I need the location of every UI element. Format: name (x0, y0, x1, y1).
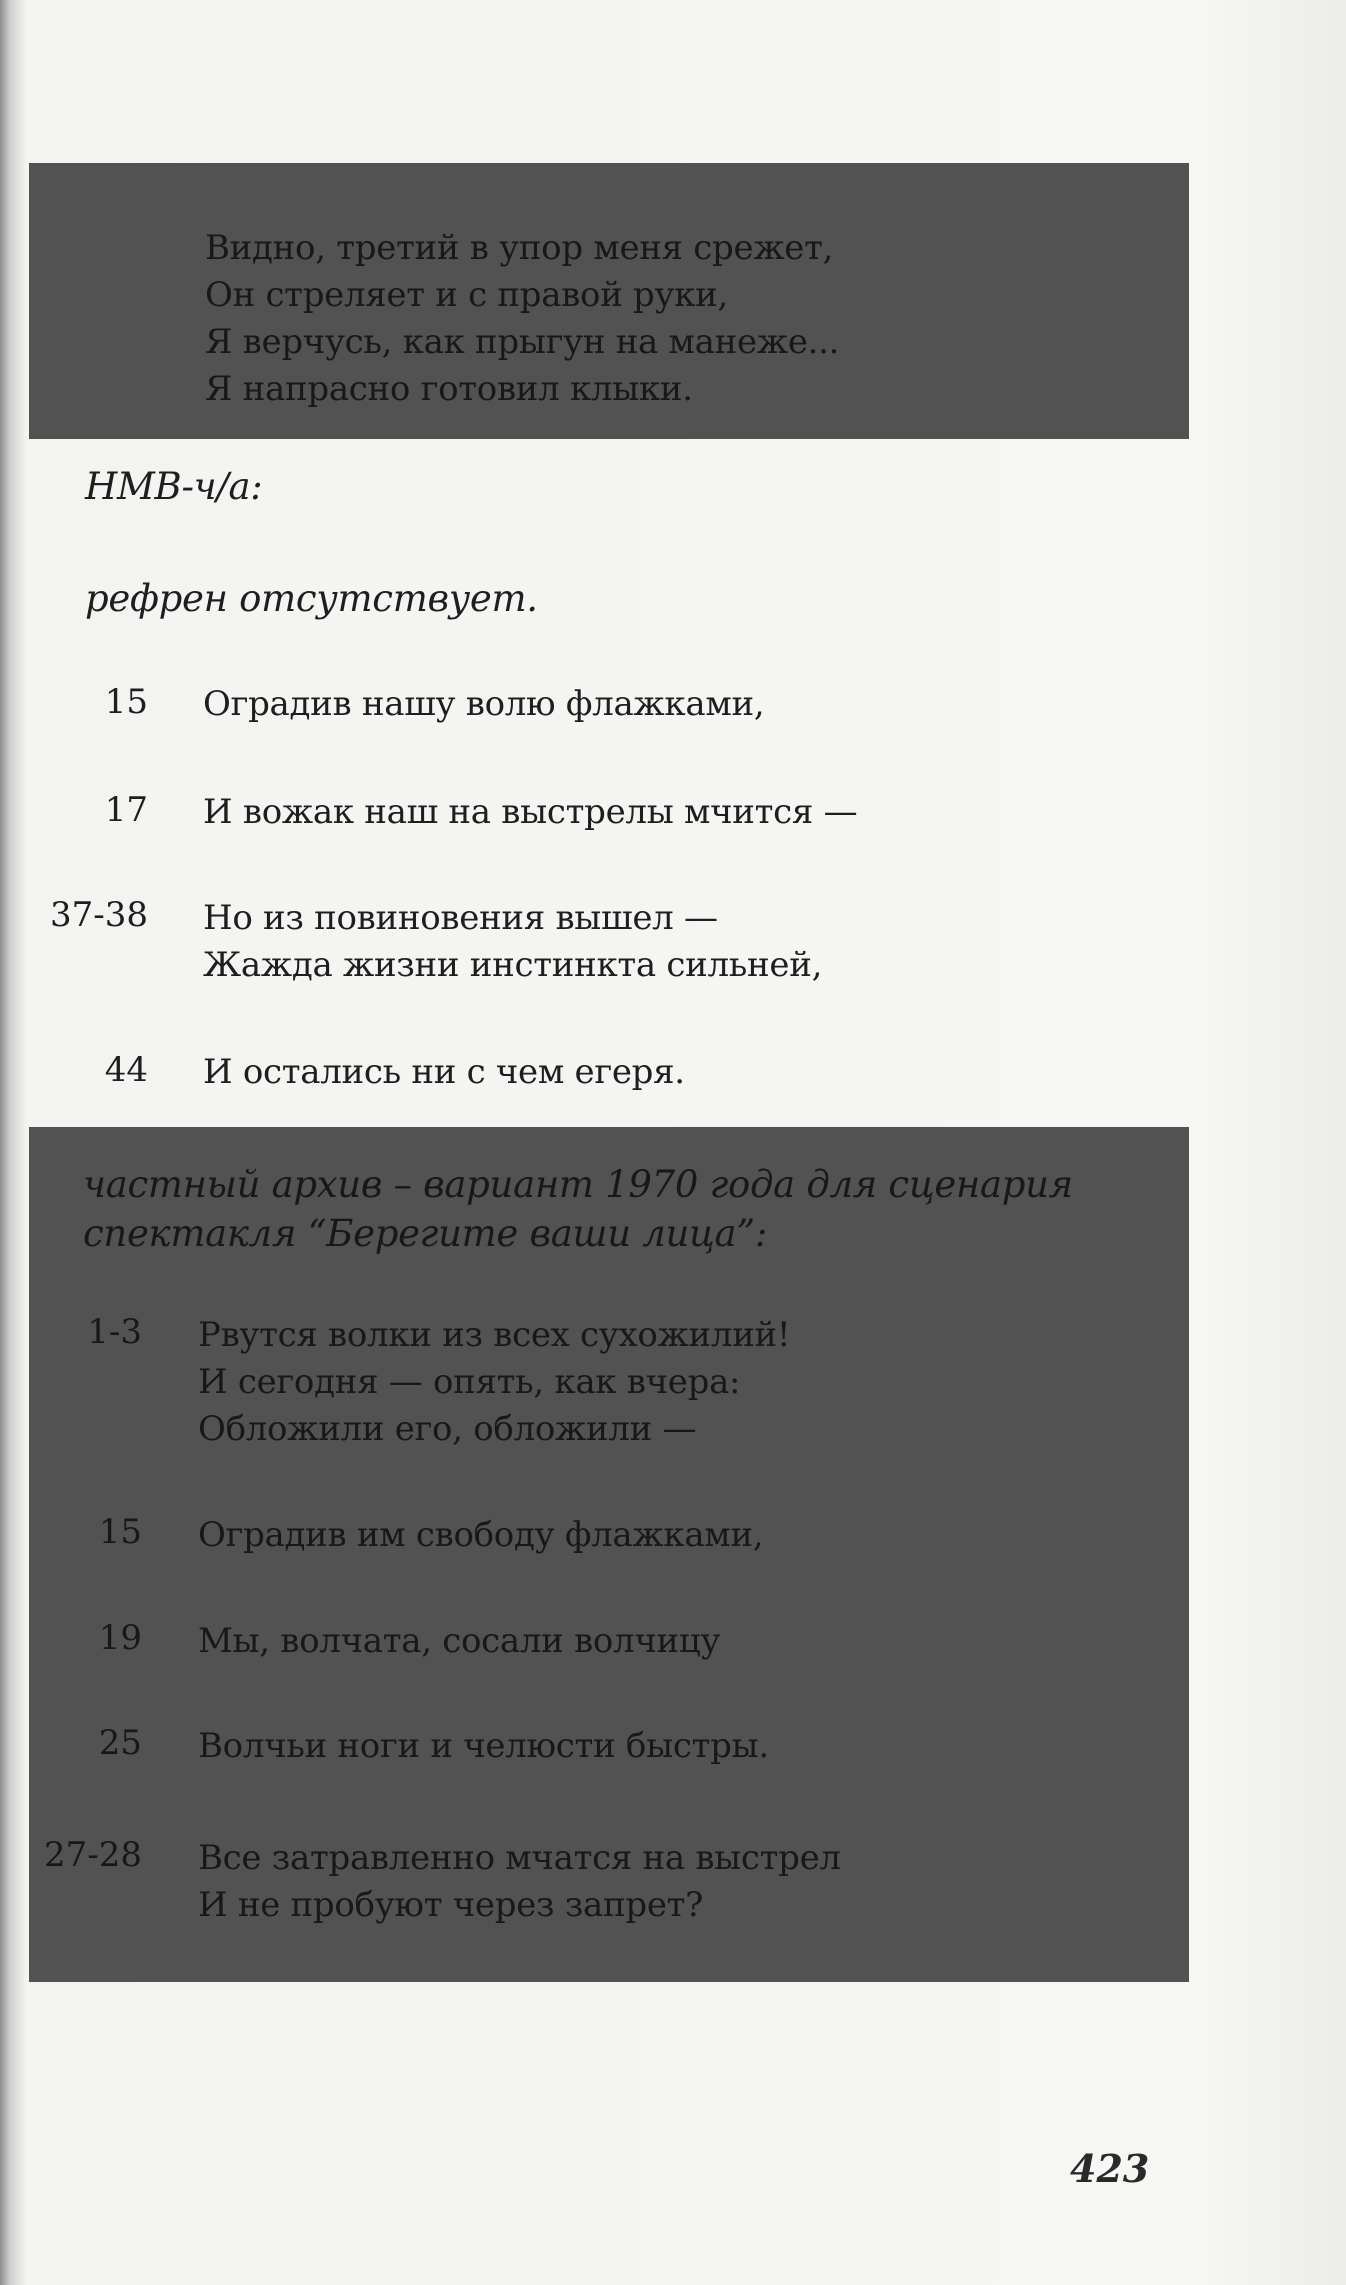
variant-line: И остались ни с чем егеря. (203, 1052, 685, 1092)
variant-line: Оградив им свободу флажками, (198, 1515, 764, 1555)
variant-line: И не пробуют через запрет? (198, 1885, 704, 1925)
verse-line: Он стреляет и с правой руки, (205, 275, 729, 315)
variant-line: И сегодня — опять, как вчера: (198, 1362, 741, 1402)
verse-line: Я верчусь, как прыгун на манеже... (205, 322, 840, 362)
variant-line: И вожак наш на выстрелы мчится — (203, 792, 858, 832)
variant-line: Но из повиновения вышел — (203, 898, 718, 938)
section-heading: спектакля “Берегите ваши лица”: (83, 1212, 768, 1255)
verse-line: Видно, третий в упор меня срежет, (205, 228, 834, 268)
variant-line: Волчьи ноги и челюсти быстры. (198, 1726, 769, 1766)
variant-line: Жажда жизни инстинкта сильней, (203, 945, 823, 985)
variant-line: Обложили его, обложили — (198, 1409, 697, 1449)
variant-line: Все затравленно мчатся на выстрел (198, 1838, 841, 1878)
section-note: рефрен отсутствует. (85, 577, 538, 620)
section-heading: частный архив – вариант 1970 года для сценария (83, 1163, 1073, 1206)
variant-line: Мы, волчата, сосали волчицу (198, 1621, 721, 1661)
line-number: 1-3 (87, 1312, 142, 1352)
line-number: 19 (98, 1618, 142, 1658)
line-number: 15 (104, 682, 148, 722)
line-number: 17 (104, 790, 148, 830)
verse-line: Я напрасно готовил клыки. (205, 369, 693, 409)
variant-line: Рвутся волки из всех сухожилий! (198, 1315, 791, 1355)
line-number: 25 (98, 1723, 142, 1763)
section-heading: НМВ-ч/а: (85, 465, 263, 508)
variant-line: Оградив нашу волю флажками, (203, 684, 765, 724)
line-number: 15 (98, 1512, 142, 1552)
line-number: 44 (104, 1050, 148, 1090)
page-number: 423 (1070, 2146, 1150, 2191)
line-number: 27-28 (43, 1835, 142, 1875)
line-number: 37-38 (49, 895, 148, 935)
